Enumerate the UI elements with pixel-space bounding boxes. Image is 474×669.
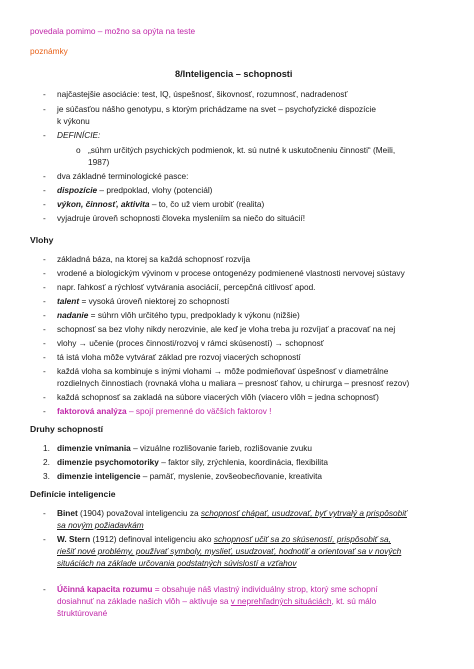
vlohy-item: talent = vysoká úroveň niektorej zo schopností xyxy=(57,296,230,306)
definition-stern-cont: riešiť nové problémy, používať symboly, myslieť, usudzovať, hodnotiť a orientovať sa v nových xyxy=(57,546,402,556)
definition-quote: „súhrn určitých psychických podmienok, kt. sú nutné k uskutočneniu činnosti“ (Meili, xyxy=(88,145,396,155)
bullet-dash: - xyxy=(43,406,46,416)
notes-label: poznámky xyxy=(30,46,68,56)
definition-binet: Binet (1904) považoval inteligenciu za schopnosť chápať, usudzovať, byť vytrvalý a prispôsobiť xyxy=(57,508,407,518)
intro-item: dispozície – predpoklad, vlohy (potenciál) xyxy=(57,185,213,195)
section-heading-druhy: Druhy schopností xyxy=(30,424,104,434)
vlohy-item: každá schopnosť sa zakladá na súbore viacerých vlôh (viacero vlôh = jedna schopnosť) xyxy=(57,392,379,402)
intro-item: vyjadruje úroveň schopnosti človeka mysleniím sa niečo do situácií! xyxy=(57,213,306,223)
vlohy-item: nadanie = súhrn vlôh určitého typu, predpoklady k výkonu (nižšie) xyxy=(57,310,300,320)
bullet-dash: - xyxy=(43,171,46,181)
definition-stern-cont: situáciách na základe určovania podstatných súvislostí a vzťahov xyxy=(57,558,297,568)
bullet-dash: - xyxy=(43,254,46,264)
vlohy-item: každá vloha sa kombinuje s inými vlohami → môže podmieňovať úspešnosť v diametrálne xyxy=(57,366,389,376)
bullet-dash: - xyxy=(43,282,46,292)
vlohy-item: schopnosť sa bez vlohy nikdy nerozvinie, ale keď je vloha treba ju rozvíjať a pracovať na nej xyxy=(57,324,396,334)
effective-capacity-cont: dosiahnuť na základe našich vlôh – aktivuje sa v neprehľadných situáciách, kt. sú málo xyxy=(57,596,377,606)
intro-item: dva základné terminologické pasce: xyxy=(57,171,189,181)
bullet-dash: - xyxy=(43,324,46,334)
bullet-dash: - xyxy=(43,89,46,99)
bullet-dash: - xyxy=(43,104,46,114)
bullet-dash: - xyxy=(43,310,46,320)
definition-binet-cont: sa novým požiadavkám xyxy=(57,520,144,530)
intro-item: najčastejšie asociácie: test, IQ, úspešnosť, šikovnosť, rozumnosť, nadradenosť xyxy=(57,89,348,99)
vlohy-item: napr. ľahkosť a rýchlosť vytvárania asociácií, percepčná citlivosť apod. xyxy=(57,282,316,292)
bullet-dash: - xyxy=(43,534,46,544)
intro-item-cont: k výkonu xyxy=(57,116,90,126)
bullet-dash: - xyxy=(43,268,46,278)
vlohy-item: základná báza, na ktorej sa každá schopnosť rozvíja xyxy=(57,254,251,264)
list-number: 3. xyxy=(43,471,50,481)
bullet-dash: - xyxy=(43,352,46,362)
ability-type-item: dimenzie inteligencie – pamäť, myslenie, zovšeobecňovanie, kreativita xyxy=(57,471,323,481)
list-number: 1. xyxy=(43,443,50,453)
bullet-dash: - xyxy=(43,584,46,594)
list-number: 2. xyxy=(43,457,50,467)
bullet-dash: - xyxy=(43,296,46,306)
bullet-dash: - xyxy=(43,392,46,402)
vlohy-item: vrodené a biologickým vývinom v procese ontogenézy podmienené vlastnosti nervovej sústavy xyxy=(57,268,405,278)
bullet-dash: - xyxy=(43,366,46,376)
bullet-dash: - xyxy=(43,130,46,140)
vlohy-item: vlohy → učenie (proces činnosti/rozvoj v rámci skúseností) → schopnosť xyxy=(57,338,324,348)
section-heading-vlohy: Vlohy xyxy=(30,235,54,245)
vlohy-item-factor: faktorová analýza – spojí premenné do väčších faktorov ! xyxy=(57,406,272,416)
intro-item: je súčasťou nášho genotypu, s ktorým prichádzame na svet – psychofyzické dispozície xyxy=(57,104,377,114)
ability-type-item: dimenzie psychomotoriky – faktor sily, zrýchlenia, koordinácia, flexibilita xyxy=(57,457,328,467)
definitions-label: DEFINÍCIE: xyxy=(57,130,101,140)
bullet-dash: - xyxy=(43,185,46,195)
definition-stern: W. Stern (1912) definoval inteligenciu ako schopnosť učiť sa zo skúseností, prispôsobiť sa, xyxy=(57,534,391,544)
bullet-dash: - xyxy=(43,338,46,348)
ability-type-item: dimenzie vnímania – vizuálne rozlišovanie farieb, rozlišovanie zvuku xyxy=(57,443,313,453)
bullet-dash: - xyxy=(43,213,46,223)
teacher-note: povedala pomimo – možno sa opýta na teste xyxy=(30,26,196,36)
bullet-dash: - xyxy=(43,199,46,209)
bullet-circle: o xyxy=(76,145,81,155)
section-heading-definicie: Definície inteligencie xyxy=(30,489,116,499)
vlohy-item: tá istá vloha môže vytvárať základ pre rozvoj viacerých schopností xyxy=(57,352,301,362)
bullet-dash: - xyxy=(43,508,46,518)
effective-capacity-item: Účinná kapacita rozumu = obsahuje náš vlastný individuálny strop, ktorý sme schopní xyxy=(57,584,378,594)
vlohy-item-cont: rozdielnych činnostiach (rovnaká vloha u maliara – presnosť ťahov, u chirurga – presnosť rezov) xyxy=(57,378,410,388)
definition-quote-cont: 1987) xyxy=(88,157,110,167)
page-title: 8/Inteligencia – schopnosti xyxy=(175,69,293,79)
intro-item: výkon, činnosť, aktivita – to, čo už viem urobiť (realita) xyxy=(57,199,265,209)
effective-capacity-cont: štruktúrované xyxy=(57,608,108,618)
